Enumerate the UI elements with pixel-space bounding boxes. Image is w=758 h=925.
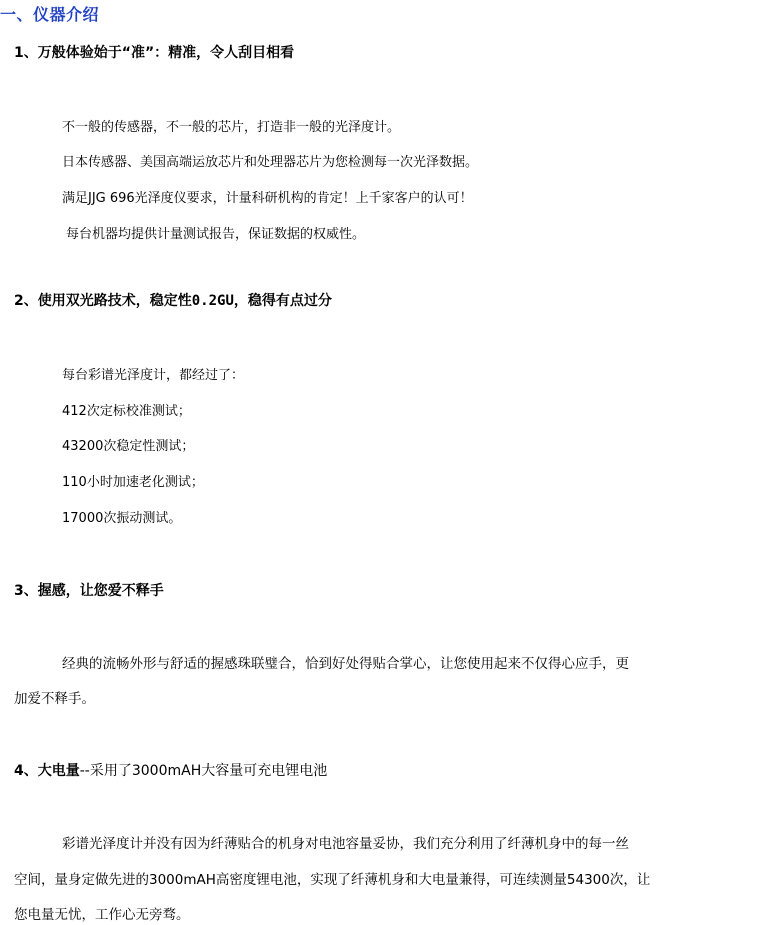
feature-2-heading-suffix: ，稳得有点过分 <box>233 293 332 309</box>
section-title: 一、仪器介绍 <box>0 5 100 24</box>
feature-3-paragraph-line-2: 加爱不释手。 <box>14 691 95 707</box>
feature-1-line-3: 满足JJG 696光泽度仪要求，计量科研机构的肯定！上千家客户的认可！ <box>62 191 473 206</box>
feature-1-heading: 1、万般体验始于“准”：精准，令人刮目相看 <box>14 45 295 61</box>
feature-1-line-4: 每台机器均提供计量测试报告，保证数据的权威性。 <box>66 227 366 242</box>
feature-2-heading-value: 0.2GU <box>191 293 234 309</box>
feature-2-line-4: 110小时加速老化测试； <box>62 475 204 490</box>
feature-1-line-2: 日本传感器、美国高端运放芯片和处理器芯片为您检测每一次光泽数据。 <box>62 155 479 170</box>
feature-2-line-5: 17000次振动测试。 <box>62 511 182 526</box>
feature-3-paragraph-line-1: 经典的流畅外形与舒适的握感珠联璧合，恰到好处得贴合掌心，让您使用起来不仅得心应手，更 <box>62 656 629 672</box>
feature-2-heading-prefix: 2、使用双光路技术，稳定性 <box>14 293 192 309</box>
feature-4-paragraph-line-1: 彩谱光泽度计并没有因为纤薄贴合的机身对电池容量妥协，我们充分利用了纤薄机身中的每一丝 <box>62 836 629 852</box>
feature-2-heading <box>14 290 332 310</box>
feature-4-paragraph-line-3: 您电量无忧，工作心无旁骛。 <box>14 907 190 923</box>
feature-2-line-2: 412次定标校准测试； <box>62 404 191 419</box>
feature-4-paragraph-line-2: 空间，量身定做先进的3000mAH高密度锂电池，实现了纤薄机身和大电量兼得，可连续测量54300次，让 <box>14 872 651 888</box>
feature-4-heading <box>14 760 327 780</box>
feature-1-line-1: 不一般的传感器，不一般的芯片，打造非一般的光泽度计。 <box>62 120 401 135</box>
feature-4-heading-plain: --采用了3000mAH大容量可充电锂电池 <box>79 763 328 779</box>
feature-2-line-1: 每台彩谱光泽度计，都经过了： <box>62 368 245 383</box>
feature-3-heading: 3、握感，让您爱不释手 <box>14 583 164 599</box>
feature-4-heading-bold: 4、大电量 <box>14 763 80 779</box>
feature-2-line-3: 43200次稳定性测试； <box>62 439 195 454</box>
